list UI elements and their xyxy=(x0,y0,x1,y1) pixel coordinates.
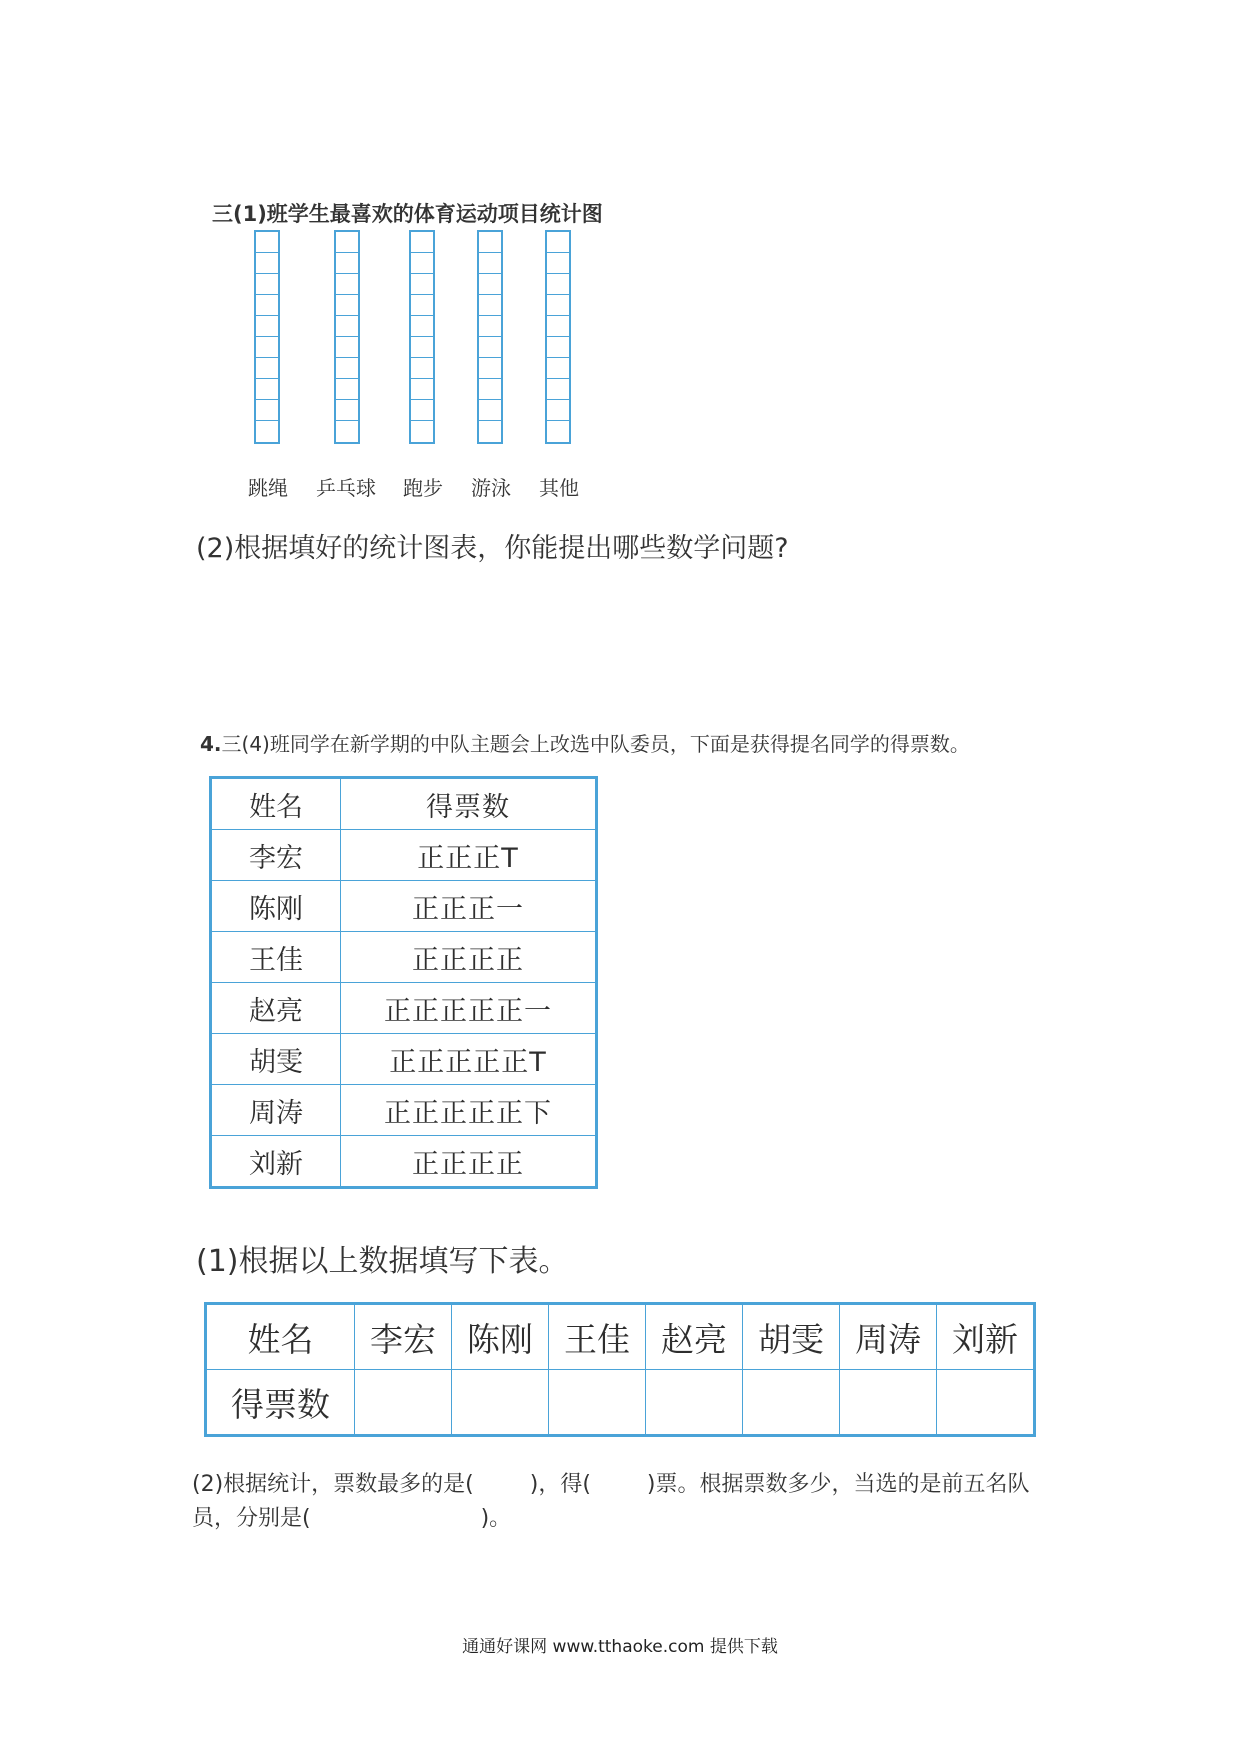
header-name: 姓名 xyxy=(211,778,341,830)
question-2-part1: (2)根据统计，票数最多的是( xyxy=(192,1472,474,1497)
tally-marks: 正正正正正一 xyxy=(341,983,597,1034)
table-row xyxy=(211,983,597,1034)
question-2-chart: (2)根据填好的统计图表，你能提出哪些数学问题? xyxy=(196,533,789,564)
table-row xyxy=(211,1034,597,1085)
tally-marks: 正正正正 xyxy=(341,932,597,983)
question-2-part3: )票。根据票数多少，当选的是前五名队员，分别是( xyxy=(192,1472,1030,1531)
vote-blank-cell[interactable] xyxy=(743,1370,840,1436)
chart-column-3[interactable] xyxy=(477,230,503,444)
chart-category-label: 其他 xyxy=(539,476,579,500)
names-row xyxy=(206,1304,1035,1370)
problem-description: 三(4)班同学在新学期的中队主题会上改选中队委员，下面是获得提名同学的得票数。 xyxy=(221,732,970,756)
chart-column-2[interactable] xyxy=(409,230,435,444)
chart-column-4[interactable] xyxy=(545,230,571,444)
chart-category-label: 游泳 xyxy=(471,476,511,500)
question-2-part2: )，得( xyxy=(529,1472,591,1497)
tally-marks: 正正正一 xyxy=(341,881,597,932)
table-row xyxy=(211,881,597,932)
name-cell: 王佳 xyxy=(549,1304,646,1370)
student-name: 赵亮 xyxy=(211,983,341,1034)
table-row xyxy=(211,932,597,983)
footer-text: 通通好课网 www.tthaoke.com 提供下载 xyxy=(462,1637,778,1657)
chart-title: 三(1)班学生最喜欢的体育运动项目统计图 xyxy=(212,202,603,226)
problem-number: 4. xyxy=(200,732,222,756)
table-header-row xyxy=(211,778,597,830)
tally-marks: 正正正T xyxy=(341,830,597,881)
name-cell: 陈刚 xyxy=(452,1304,549,1370)
tally-marks: 正正正正正T xyxy=(341,1034,597,1085)
student-name: 胡雯 xyxy=(211,1034,341,1085)
chart-category-label: 跳绳 xyxy=(248,476,288,500)
chart-column-0[interactable] xyxy=(254,230,280,444)
table-row xyxy=(211,830,597,881)
student-name: 周涛 xyxy=(211,1085,341,1136)
fill-in-table xyxy=(204,1302,1036,1437)
question-2 xyxy=(192,1468,1062,1536)
chart-category-label: 跑步 xyxy=(403,476,443,500)
votes-row xyxy=(206,1370,1035,1436)
vote-blank-cell[interactable] xyxy=(452,1370,549,1436)
row-head-votes: 得票数 xyxy=(206,1370,355,1436)
table-row xyxy=(211,1085,597,1136)
vote-blank-cell[interactable] xyxy=(937,1370,1035,1436)
name-cell: 刘新 xyxy=(937,1304,1035,1370)
vote-blank-cell[interactable] xyxy=(840,1370,937,1436)
row-head-name: 姓名 xyxy=(206,1304,355,1370)
tally-marks: 正正正正正下 xyxy=(341,1085,597,1136)
chart-column-1[interactable] xyxy=(334,230,360,444)
chart-category-label: 乒乓球 xyxy=(316,476,376,500)
header-votes: 得票数 xyxy=(341,778,597,830)
tally-marks: 正正正正 xyxy=(341,1136,597,1188)
name-cell: 周涛 xyxy=(840,1304,937,1370)
name-cell: 赵亮 xyxy=(646,1304,743,1370)
vote-blank-cell[interactable] xyxy=(646,1370,743,1436)
student-name: 李宏 xyxy=(211,830,341,881)
vote-blank-cell[interactable] xyxy=(355,1370,452,1436)
table-row xyxy=(211,1136,597,1188)
question-1: (1)根据以上数据填写下表。 xyxy=(196,1244,569,1279)
name-cell: 李宏 xyxy=(355,1304,452,1370)
problem-4-text xyxy=(200,728,970,757)
student-name: 刘新 xyxy=(211,1136,341,1188)
student-name: 陈刚 xyxy=(211,881,341,932)
student-name: 王佳 xyxy=(211,932,341,983)
question-2-part4: )。 xyxy=(480,1506,512,1531)
tally-table xyxy=(209,776,598,1189)
vote-blank-cell[interactable] xyxy=(549,1370,646,1436)
name-cell: 胡雯 xyxy=(743,1304,840,1370)
